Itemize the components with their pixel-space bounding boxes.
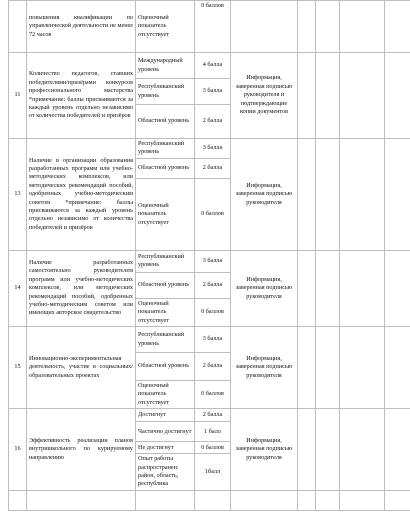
empty-cell: [340, 1, 385, 53]
points-text: 1 балл: [195, 422, 231, 442]
criterion-text: [27, 139, 136, 251]
level-text: Не достигнут: [136, 442, 195, 454]
empty-cell: [9, 490, 27, 510]
empty-cell: [298, 139, 316, 251]
empty-cell: [231, 490, 298, 510]
criterion-text: Эффективность реализации планов внутришкольного по курируемому направлению: [27, 409, 136, 491]
empty-cell: [340, 409, 385, 491]
points-text: 0 баллов: [195, 298, 231, 326]
evidence-text: Информация, заверенная подписью руководителя: [231, 250, 298, 326]
points-text: 3 балла: [195, 327, 231, 353]
points-text: 4 балла: [195, 53, 231, 79]
criteria-table: [8, 0, 410, 511]
level-text: Международный уровень: [136, 53, 195, 79]
empty-cell: [27, 490, 136, 510]
empty-cell: [298, 53, 316, 139]
table-row: [9, 409, 410, 422]
empty-cell: [340, 139, 385, 251]
points-text: 0 баллов: [195, 442, 231, 454]
empty-cell: [340, 53, 385, 139]
row-number: 15: [9, 327, 27, 409]
level-text: Оценочный показатель отсутствует: [136, 298, 195, 326]
points-text: 0 баллов: [195, 381, 231, 409]
points-text: 2 балла: [195, 409, 231, 422]
row-number: 14: [9, 250, 27, 326]
empty-cell: [340, 490, 385, 510]
row-number: [9, 1, 27, 53]
points-text: 2 балла: [195, 272, 231, 298]
level-text: Областной уровень: [136, 353, 195, 381]
evidence-text: Информация, заверенная подписью руководителя: [231, 327, 298, 409]
empty-cell: [385, 327, 410, 409]
points-text: 2 балла: [195, 158, 231, 178]
empty-cell: [385, 139, 410, 251]
empty-cell: [298, 250, 316, 326]
level-text: Опыт работы распространен: район, область, республика: [136, 454, 195, 491]
table-row: [9, 1, 410, 53]
points-text: 3 балла: [195, 79, 231, 105]
table-row: [9, 327, 410, 353]
empty-cell: [316, 139, 340, 251]
evidence-text: Информация, заверенная подписью руководителя: [231, 409, 298, 491]
level-text: Республиканский уровень: [136, 250, 195, 272]
empty-cell: [385, 1, 410, 53]
table-row: [9, 250, 410, 272]
empty-cell: [316, 490, 340, 510]
empty-cell: [385, 250, 410, 326]
empty-cell: [385, 409, 410, 491]
level-text: Оценочный показатель отсутствует: [136, 381, 195, 409]
level-text: Частично достигнут: [136, 422, 195, 442]
empty-cell: [298, 1, 316, 53]
empty-cell: [298, 490, 316, 510]
row-number: 16: [9, 409, 27, 491]
level-text: Оценочный показатель отсутствует: [136, 1, 195, 53]
row-number: 13: [9, 139, 27, 251]
points-text: 0 баллов: [195, 1, 231, 53]
empty-cell: [316, 327, 340, 409]
points-text: 0 баллов: [195, 178, 231, 250]
empty-cell: [340, 327, 385, 409]
level-text: Областной уровень: [136, 272, 195, 298]
empty-cell: [340, 250, 385, 326]
level-text: Достигнут: [136, 409, 195, 422]
empty-cell: [195, 490, 231, 510]
points-text: 3 балла: [195, 250, 231, 272]
table-row: [9, 53, 410, 79]
level-text: Оценочный показатель отсутствует: [136, 178, 195, 250]
empty-cell: [316, 53, 340, 139]
evidence-text: [231, 1, 298, 53]
criterion-text: Наличие разработанных самостоятельно руководителем программ или учебно-методических комплексов, или методических рекомендаций пособий, одобренных учебно-методическим советом или имеющих авторское свидетельство: [27, 250, 136, 326]
empty-cell: [136, 490, 195, 510]
empty-cell: [316, 409, 340, 491]
row-number: 11: [9, 53, 27, 139]
criterion-text: Инновационно-экспериментальная деятельность, участие в социальных/образовательных проектах: [27, 327, 136, 409]
empty-cell: [316, 1, 340, 53]
points-text: 2 балла: [195, 353, 231, 381]
empty-cell: [298, 409, 316, 491]
empty-cell: [385, 53, 410, 139]
empty-cell: [385, 490, 410, 510]
evidence-text: Информация, заверенная подписью руководителя и подтверждающие копии документов: [231, 53, 298, 139]
points-text: 2 балла: [195, 105, 231, 139]
evidence-text: Информация, заверенная подписью руководителя: [231, 139, 298, 251]
points-text: 1балл: [195, 454, 231, 491]
level-text: Республиканский уровень: [136, 79, 195, 105]
table-row: [9, 139, 410, 159]
table-row: [9, 490, 410, 510]
level-text: Республиканский уровень: [136, 327, 195, 353]
criterion-text: Количество педагогов, ставших победителями/призёрами конкурсов профессионального мастерства *примечание: баллы присваиваются за каждый уровень отдельно независимо от количества победителей и призёров: [27, 53, 136, 139]
empty-cell: [298, 327, 316, 409]
criterion-text-part: Наличие в организации образования разработанных программ или учебно-методических комплексов, или методических рекомендаций пособий, одобренных учебно-методическим советом *примечание: баллы присваиваются за каждый уровень отдельно независимо от количества победителей и призёров: [29, 156, 133, 231]
level-text: Областной уровень: [136, 105, 195, 139]
points-text: 3 балла: [195, 139, 231, 159]
level-text: Республиканский уровень: [136, 139, 195, 159]
empty-cell: [316, 250, 340, 326]
criterion-text: повышения квалификации по управленческой деятельности не менее 72 часов: [27, 1, 136, 53]
level-text: Областной уровень: [136, 158, 195, 178]
